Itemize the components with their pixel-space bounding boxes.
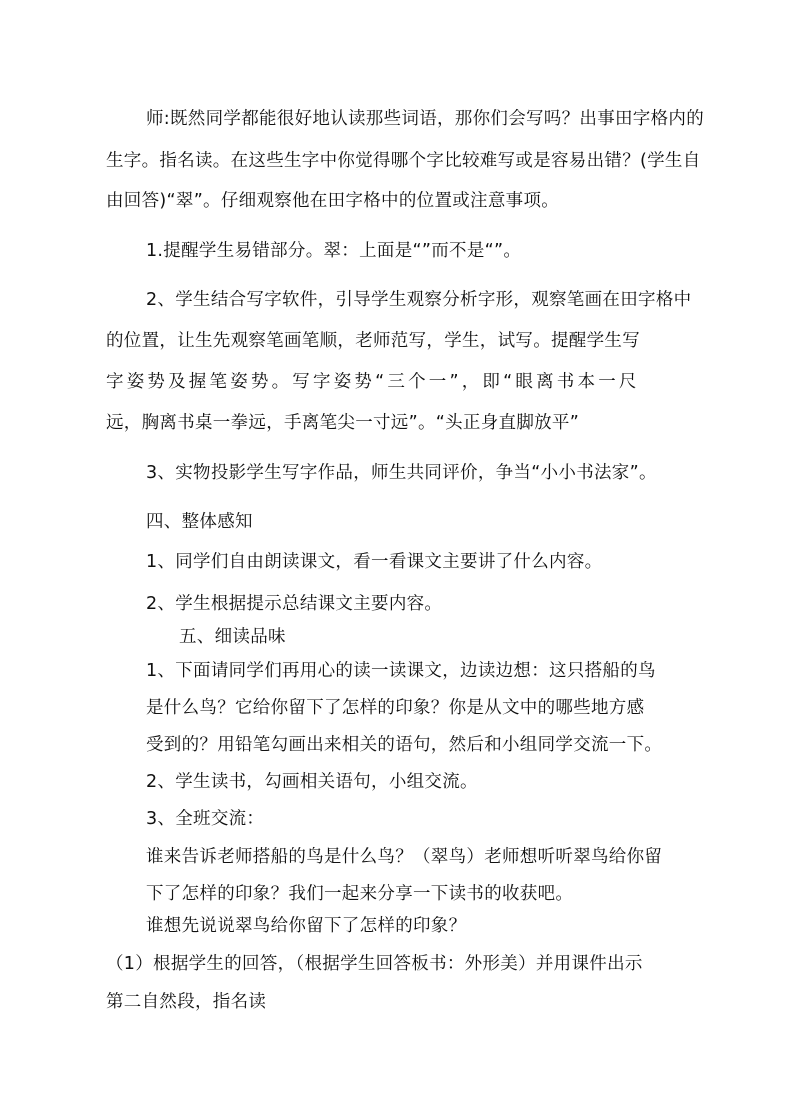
- paragraph-line-5: 2、学生结合写字软件，引导学生观察分析字形，观察笔画在田字格中: [146, 290, 692, 310]
- paragraph-line-8: 远，胸离书桌一拳远，手离笔尖一寸远”。“头正身直脚放平”: [106, 413, 580, 433]
- paragraph-line-3: 由回答)“翠”。仔细观察他在田字格中的位置或注意事项。: [106, 191, 560, 211]
- paragraph-line-7: 字姿势及握笔姿势。写字姿势“三个一”，即“眼离书本一尺: [106, 372, 640, 392]
- paragraph-line-22: （1）根据学生的回答，（根据学生回答板书：外形美）并用课件出示: [106, 954, 643, 974]
- paragraph-line-23: 第二自然段，指名读: [106, 992, 267, 1012]
- paragraph-line-4: 1.提醒学生易错部分。翠：上面是“”而不是“”。: [146, 241, 522, 261]
- paragraph-line-11: 1、同学们自由朗读课文，看一看课文主要讲了什么内容。: [146, 552, 603, 572]
- paragraph-line-12: 2、学生根据提示总结课文主要内容。: [146, 594, 443, 614]
- section-heading-4: 四、整体感知: [146, 512, 253, 532]
- paragraph-line-16: 受到的？用铅笔勾画出来相关的语句，然后和小组同学交流一下。: [146, 735, 663, 755]
- paragraph-line-2: 生字。指名读。在这些生字中你觉得哪个字比较难写或是容易出错？(学生自: [106, 151, 701, 171]
- paragraph-line-1: 师:既然同学都能很好地认读那些词语，那你们会写吗？出事田字格内的: [146, 109, 704, 129]
- paragraph-line-9: 3、实物投影学生写字作品，师生共同评价，争当“小小书法家”。: [146, 463, 657, 483]
- section-heading-5: 五、细读品味: [179, 627, 286, 647]
- paragraph-line-6: 的位置，让生先观察笔画笔顺，老师范写，学生，试写。提醒学生写: [106, 331, 640, 351]
- paragraph-line-17: 2、学生读书，勾画相关语句，小组交流。: [146, 772, 478, 792]
- paragraph-line-21: 谁想先说说翠鸟给你留下了怎样的印象？: [146, 916, 467, 936]
- paragraph-line-19: 谁来告诉老师搭船的鸟是什么鸟？（翠鸟）老师想听听翠鸟给你留: [146, 847, 663, 867]
- paragraph-line-15: 是什么鸟？它给你留下了怎样的印象？你是从文中的哪些地方感: [146, 698, 645, 718]
- paragraph-line-14: 1、下面请同学们再用心的读一读课文，边读边想：这只搭船的鸟: [146, 661, 656, 681]
- paragraph-line-18: 3、全班交流：: [146, 809, 265, 829]
- paragraph-line-20: 下了怎样的印象？我们一起来分享一下读书的收获吧。: [146, 884, 574, 904]
